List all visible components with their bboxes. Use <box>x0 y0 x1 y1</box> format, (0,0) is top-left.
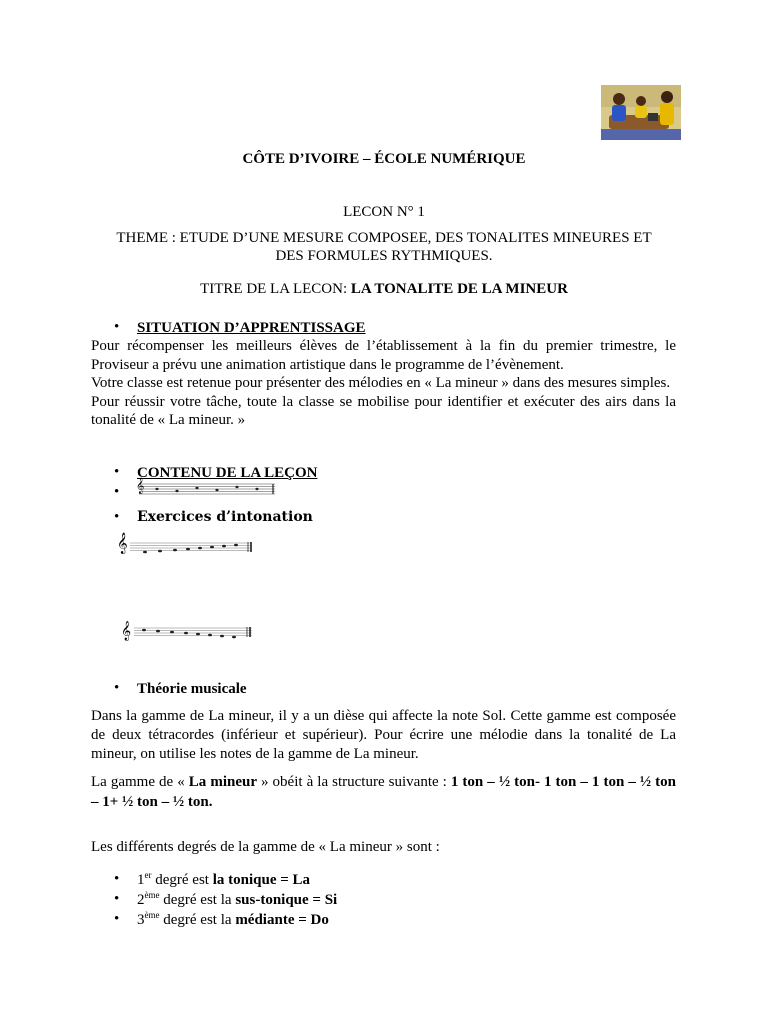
p2-key: La mineur <box>188 774 257 790</box>
degrees-intro: Les différents degrés de la gamme de « La mineur » sont : <box>91 839 440 855</box>
degree-item-2 <box>137 891 337 909</box>
treble-clef-icon: 𝄞 <box>136 478 145 494</box>
bullet-icon: • <box>114 464 120 480</box>
p2-prefix: La gamme de « <box>91 774 189 790</box>
degree-name: sus-tonique = Si <box>235 892 338 908</box>
degree-suffix: ème <box>144 890 160 900</box>
bullet-icon: • <box>114 680 120 696</box>
bullet-icon: • <box>114 891 120 907</box>
situation-paragraph-3: Pour réussir votre tâche, toute la classe se mobilise pour identifier et exécuter des airs dans la tonalité de « La mineur. » <box>91 393 676 428</box>
header-country: CÔTE D’IVOIRE – ÉCOLE NUMÉRIQUE <box>242 151 526 167</box>
theme-line-2: DES FORMULES RYTHMIQUES. <box>275 248 493 264</box>
degree-suffix: ème <box>144 910 160 920</box>
lesson-title-value: LA TONALITE DE LA MINEUR <box>350 281 568 297</box>
theorie-paragraph-2 <box>91 772 676 812</box>
theme-line-1: THEME : ETUDE D’UNE MESURE COMPOSEE, DES TONALITES MINEURES ET <box>116 230 652 246</box>
situation-paragraph-1: Pour récompenser les meilleurs élèves de l’établissement à la fin du premier trimestre, le Proviseur a prévu une animation artistique dans le programme de l’évènement. <box>91 338 676 373</box>
treble-clef-icon: 𝄞 <box>121 621 132 641</box>
classroom-illustration <box>601 85 681 140</box>
degree-item-1 <box>137 871 310 889</box>
treble-clef-icon: 𝄞 <box>117 533 128 554</box>
lesson-title-prefix: TITRE DE LA LECON: <box>200 281 351 297</box>
degree-number: 1 <box>137 872 145 888</box>
degree-name: la tonique = La <box>212 872 311 888</box>
situation-paragraph-2: Votre classe est retenue pour présenter des mélodies en « La mineur » dans des mesures simples. <box>91 375 671 391</box>
degree-text: degré est la <box>159 912 236 928</box>
bullet-icon: • <box>114 484 120 500</box>
situation-heading: SITUATION D’APPRENTISSAGE <box>137 320 366 336</box>
p2-mid: » obéit à la structure suivante : <box>256 774 451 790</box>
music-staff-exercise-2 <box>134 625 256 639</box>
theorie-paragraph-1-text: Dans la gamme de La mineur, il y a un dièse qui affecte la note Sol. Cette gamme est composée de deux tétracordes (inférieur et supérieur). Pour écrire une mélodie dans la tonalité de La mineur, on utilise les notes de la gamme de La mineur. <box>91 708 676 762</box>
degree-text: degré est la <box>159 892 236 908</box>
music-staff-exercise-1 <box>130 540 255 554</box>
lesson-title <box>0 280 768 298</box>
theorie-paragraph-1 <box>91 707 676 764</box>
lesson-number: LECON N° 1 <box>343 204 425 220</box>
degree-suffix: er <box>144 870 152 880</box>
situation-text <box>91 337 676 430</box>
music-staff-small <box>137 481 277 495</box>
degree-number: 2 <box>137 892 145 908</box>
theorie-heading: Théorie musicale <box>137 681 247 697</box>
bullet-icon: • <box>114 509 120 525</box>
contenu-heading: CONTENU DE LA LEÇON <box>137 465 318 481</box>
bullet-icon: • <box>114 911 120 927</box>
degree-item-3 <box>137 911 329 929</box>
degree-name: médiante = Do <box>235 912 329 928</box>
degree-number: 3 <box>137 912 145 928</box>
exercices-heading: Exercices d’intonation <box>137 509 313 525</box>
bullet-icon: • <box>114 319 120 335</box>
degree-text: degré est <box>151 872 213 888</box>
p2-structure: 1 ton – ½ ton- 1 ton – 1 ton – ½ ton – 1+ ½ ton – ½ ton. <box>91 774 677 810</box>
bullet-icon: • <box>114 871 120 887</box>
